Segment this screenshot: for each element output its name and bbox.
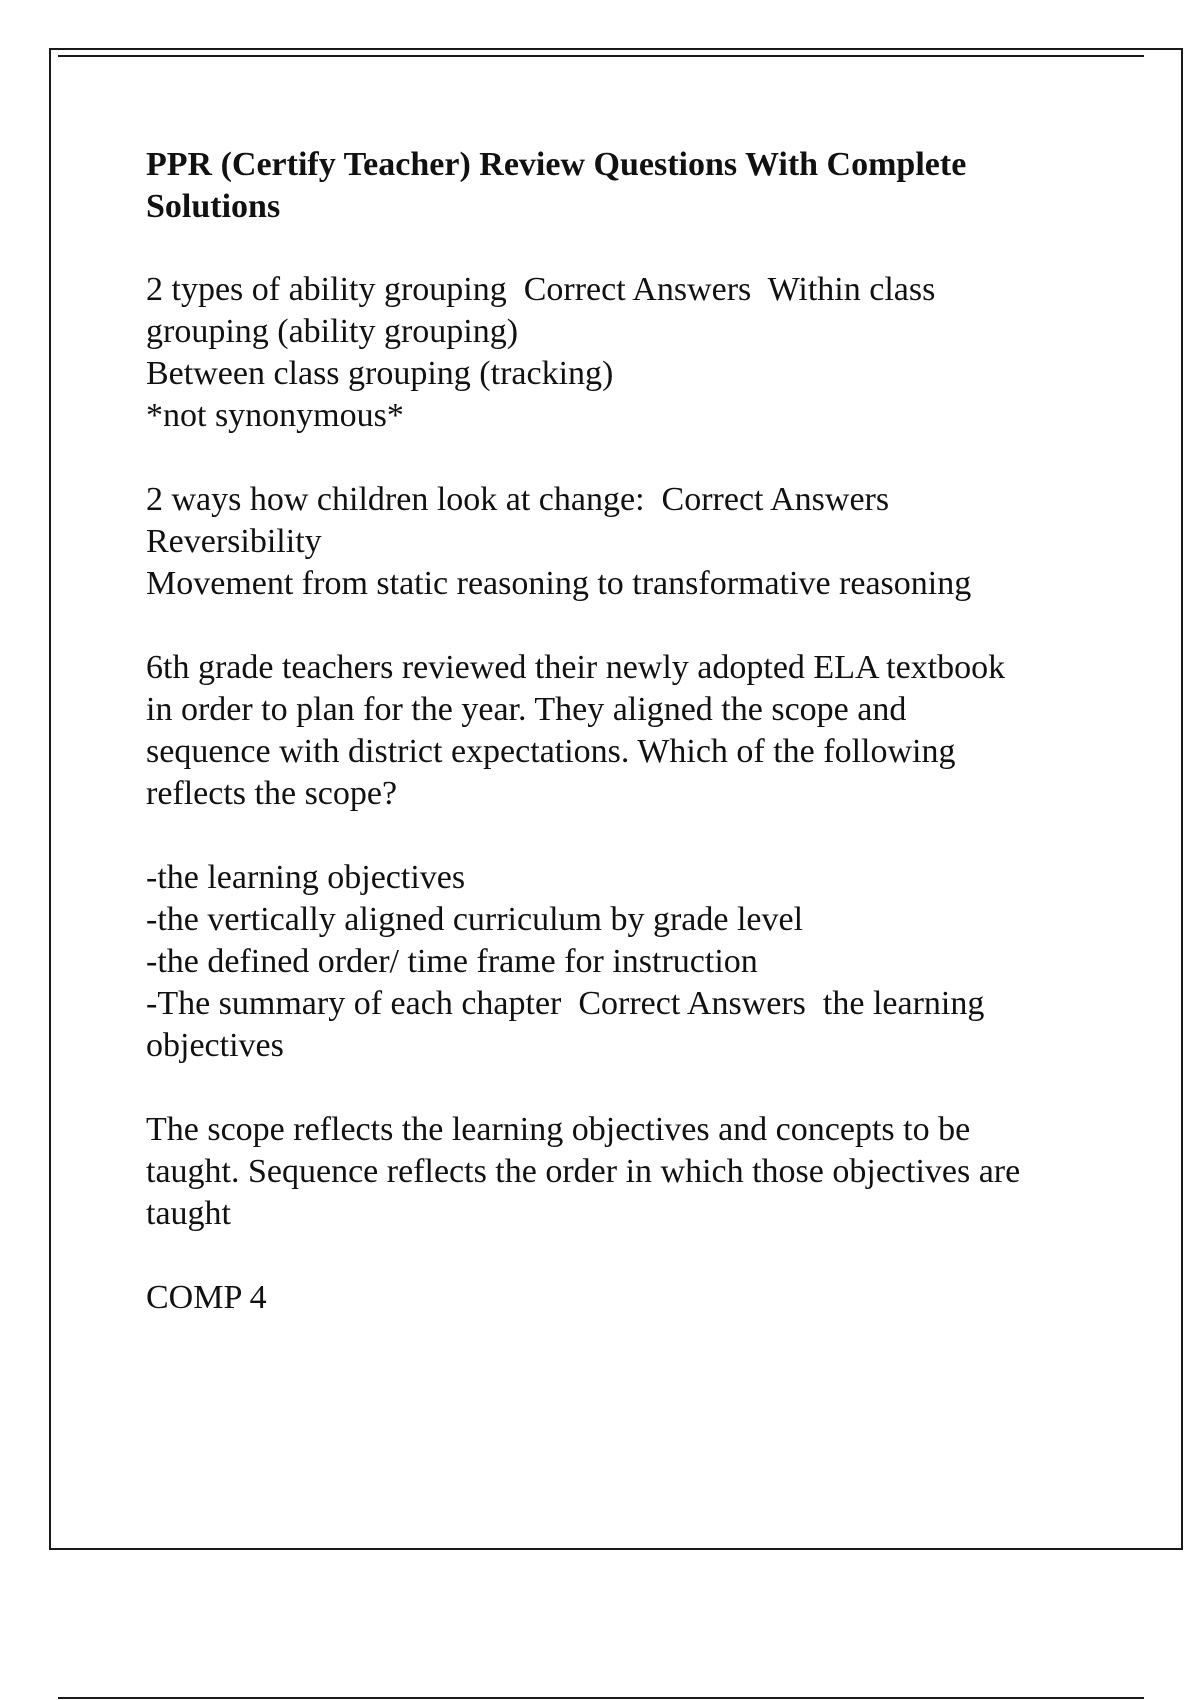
text-line: COMP 4 (146, 1279, 267, 1316)
document-body (146, 144, 1096, 1361)
document-title (146, 144, 1096, 228)
qa-ability-grouping (146, 269, 1096, 437)
question-scope (146, 647, 1096, 815)
text-line: grouping (ability grouping) (146, 313, 519, 350)
text-line: Between class grouping (tracking) (146, 355, 614, 392)
text-line: Movement from static reasoning to transformative reasoning (146, 565, 972, 602)
text-line: 6th grade teachers reviewed their newly adopted ELA textbook (146, 649, 1006, 686)
text-line: taught. Sequence reflects the order in which those objectives are (146, 1153, 1021, 1190)
text-line: *not synonymous* (146, 397, 404, 434)
option-line: -the defined order/ time frame for instruction (146, 943, 758, 980)
text-line: The scope reflects the learning objectives and concepts to be (146, 1111, 971, 1148)
explanation (146, 1109, 1096, 1235)
text-line: reflects the scope? (146, 775, 398, 812)
text-line: Reversibility (146, 523, 322, 560)
option-line: -The summary of each chapter Correct Answers the learning (146, 985, 985, 1022)
option-line: -the vertically aligned curriculum by grade level (146, 901, 804, 938)
text-line: 2 types of ability grouping Correct Answers Within class (146, 271, 936, 308)
title-line: Solutions (146, 188, 281, 225)
competency-label (146, 1277, 1096, 1319)
title-line: PPR (Certify Teacher) Review Questions With Complete (146, 146, 967, 183)
text-line: in order to plan for the year. They aligned the scope and (146, 691, 907, 728)
qa-children-change (146, 479, 1096, 605)
text-line: taught (146, 1195, 231, 1232)
answer-options (146, 857, 1096, 1067)
option-line: -the learning objectives (146, 859, 466, 896)
text-line: sequence with district expectations. Which of the following (146, 733, 956, 770)
option-line: objectives (146, 1027, 284, 1064)
top-rule (58, 55, 1144, 57)
bottom-rule (58, 1697, 1144, 1699)
text-line: 2 ways how children look at change: Correct Answers (146, 481, 890, 518)
